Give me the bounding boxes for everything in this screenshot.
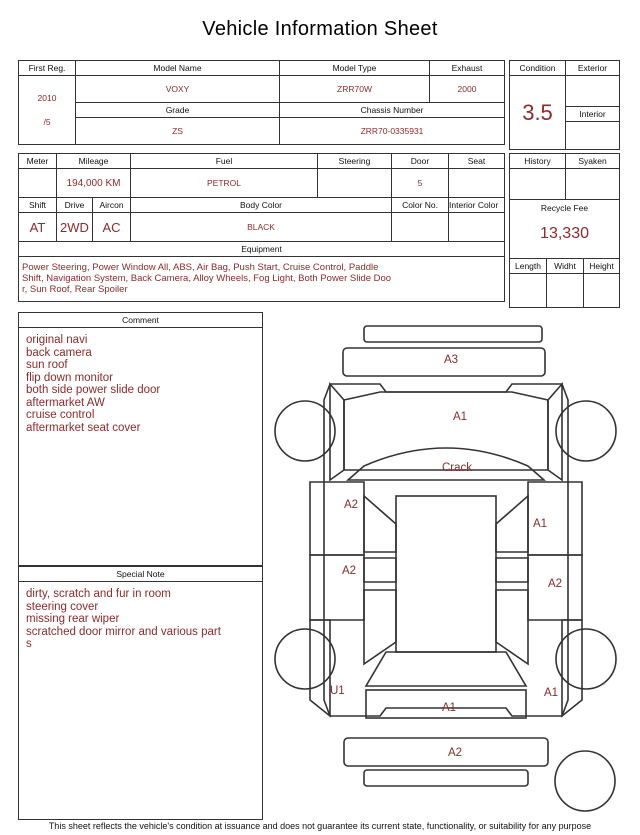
width-value bbox=[547, 274, 584, 308]
interior-color-label: Interior Color bbox=[449, 198, 505, 213]
left-rear-window bbox=[364, 558, 396, 582]
color-no-label: Color No. bbox=[392, 198, 449, 213]
mark-a1-hood: A1 bbox=[453, 411, 468, 423]
body-color-label: Body Color bbox=[131, 198, 392, 213]
rear-bumper-part bbox=[344, 738, 548, 766]
first-reg-label: First Reg. bbox=[19, 61, 76, 76]
condition-value: 3.5 bbox=[510, 76, 566, 150]
mark-a2-rear-bumper: A2 bbox=[448, 747, 463, 759]
rear-step-part bbox=[364, 770, 528, 786]
width-label: Widht bbox=[547, 259, 584, 274]
mark-a2-right-rear-door: A2 bbox=[548, 578, 563, 590]
mark-a1-right-rear: A1 bbox=[544, 687, 559, 699]
comment-line: aftermarket AW bbox=[26, 396, 105, 409]
equipment-line: r, Sun Roof, Rear Spoiler bbox=[22, 284, 128, 295]
equipment-line: Power Steering, Power Window All, ABS, Air Bag, Push Start, Cruise Control, Paddle bbox=[22, 262, 379, 273]
equipment-line: Shift, Navigation System, Back Camera, Alloy Wheels, Fog Light, Both Power Slide Doo bbox=[22, 273, 392, 284]
comment-lines bbox=[26, 334, 258, 434]
fuel-label: Fuel bbox=[131, 154, 318, 169]
chassis-value: ZRR70-0335931 bbox=[280, 118, 505, 145]
left-front-fender bbox=[330, 384, 344, 480]
mark-u1-left-rear: U1 bbox=[330, 685, 345, 697]
sheet-title: Vehicle Information Sheet bbox=[202, 18, 438, 40]
right-rear-window bbox=[496, 558, 528, 582]
comment-line: flip down monitor bbox=[26, 371, 113, 384]
roof-part bbox=[396, 496, 496, 652]
rear-right-wheel bbox=[556, 629, 616, 689]
rear-left-wheel bbox=[275, 629, 335, 689]
first-reg-year: 2010 bbox=[37, 93, 57, 103]
recycle-fee-value: 13,330 bbox=[540, 225, 589, 242]
grade-value: ZS bbox=[76, 118, 280, 145]
model-name-value: VOXY bbox=[76, 76, 280, 103]
shift-label: Shift bbox=[19, 198, 57, 213]
left-front-door bbox=[310, 482, 364, 555]
door-label: Door bbox=[392, 154, 449, 169]
front-bumper-part bbox=[364, 326, 542, 342]
mark-a2-left-front-door: A2 bbox=[344, 499, 359, 511]
height-label: Height bbox=[584, 259, 620, 274]
history-value bbox=[510, 169, 566, 200]
special-note-line: steering cover bbox=[26, 600, 99, 613]
hood-part bbox=[344, 392, 548, 470]
door-value: 5 bbox=[392, 169, 449, 198]
steering-value bbox=[318, 169, 392, 198]
color-no-value bbox=[392, 213, 449, 242]
mark-a1-tailgate: A1 bbox=[442, 702, 457, 714]
comment-line: both side power slide door bbox=[26, 384, 161, 396]
special-note-line: scratched door mirror and various part bbox=[26, 625, 221, 638]
grade-label: Grade bbox=[76, 103, 280, 118]
height-value bbox=[584, 274, 620, 308]
length-label: Length bbox=[510, 259, 547, 274]
equipment-text bbox=[22, 262, 502, 295]
spare-wheel bbox=[555, 751, 615, 811]
model-type-value: ZRR70W bbox=[280, 76, 430, 103]
seat-value bbox=[449, 169, 505, 198]
side-info-table bbox=[509, 153, 620, 308]
comment-line: aftermarket seat cover bbox=[26, 421, 141, 434]
length-value bbox=[510, 274, 547, 308]
equipment-label: Equipment bbox=[19, 242, 505, 257]
syaken-value bbox=[566, 169, 620, 200]
header-table bbox=[18, 60, 505, 145]
meter-value bbox=[19, 169, 57, 198]
exhaust-label: Exhaust bbox=[430, 61, 505, 76]
fuel-value: PETROL bbox=[131, 169, 318, 198]
special-note-line: dirty, scratch and fur in room bbox=[26, 588, 171, 600]
mark-a3-front: A3 bbox=[444, 354, 459, 366]
left-front-window bbox=[364, 496, 396, 552]
aircon-value: AC bbox=[93, 213, 131, 242]
right-rear-fender bbox=[562, 620, 582, 716]
model-name-label: Model Name bbox=[76, 61, 280, 76]
condition-table bbox=[509, 60, 620, 150]
front-right-wheel bbox=[556, 401, 616, 461]
special-note-label: Special Note bbox=[19, 567, 262, 582]
comment-line: sun roof bbox=[26, 359, 68, 371]
left-rear-fender bbox=[310, 620, 330, 716]
steering-label: Steering bbox=[318, 154, 392, 169]
front-left-wheel bbox=[275, 401, 335, 461]
recycle-fee-label: Recycle Fee bbox=[540, 203, 589, 213]
car-damage-diagram bbox=[268, 320, 623, 820]
exterior-value bbox=[566, 76, 620, 107]
mark-a2-left-rear-door: A2 bbox=[342, 565, 357, 577]
first-reg-value bbox=[19, 76, 76, 145]
body-outline bbox=[324, 384, 568, 716]
drive-value: 2WD bbox=[57, 213, 93, 242]
first-reg-month: /5 bbox=[43, 117, 51, 127]
special-note-lines bbox=[26, 588, 258, 651]
model-type-label: Model Type bbox=[280, 61, 430, 76]
recycle-fee-cell bbox=[510, 200, 620, 259]
special-note-line: s bbox=[26, 638, 32, 650]
comment-line: cruise control bbox=[26, 409, 95, 421]
drive-label: Drive bbox=[57, 198, 93, 213]
comment-label: Comment bbox=[19, 313, 262, 328]
interior-label: Interior bbox=[566, 107, 620, 122]
body-color-value: BLACK bbox=[131, 213, 392, 242]
history-label: History bbox=[510, 154, 566, 169]
aircon-label: Aircon bbox=[93, 198, 131, 213]
meter-label: Meter bbox=[19, 154, 57, 169]
exterior-label: Exterior bbox=[566, 61, 620, 76]
mark-crack-windshield: Crack bbox=[442, 462, 473, 474]
mileage-label: Mileage bbox=[57, 154, 131, 169]
comment-line: original navi bbox=[26, 334, 88, 346]
interior-color-value bbox=[449, 213, 505, 242]
condition-label: Condition bbox=[510, 61, 566, 76]
mark-a1-right-front-door: A1 bbox=[533, 518, 548, 530]
interior-value bbox=[566, 122, 620, 150]
exhaust-value: 2000 bbox=[430, 76, 505, 103]
seat-label: Seat bbox=[449, 154, 505, 169]
mileage-value: 194,000 KM bbox=[57, 169, 131, 198]
shift-value: AT bbox=[19, 213, 57, 242]
right-front-fender bbox=[548, 384, 562, 480]
left-quarter-window bbox=[364, 590, 396, 664]
right-front-window bbox=[496, 496, 528, 552]
chassis-label: Chassis Number bbox=[280, 103, 505, 118]
rear-window-part bbox=[366, 652, 526, 686]
right-quarter-window bbox=[496, 590, 528, 664]
comment-line: back camera bbox=[26, 346, 92, 359]
special-note-line: missing rear wiper bbox=[26, 613, 120, 625]
footer-disclaimer: This sheet reflects the vehicle's condition at issuance and does not guarantee its current state, functionality, or suitability for any purpose bbox=[48, 821, 592, 831]
syaken-label: Syaken bbox=[566, 154, 620, 169]
